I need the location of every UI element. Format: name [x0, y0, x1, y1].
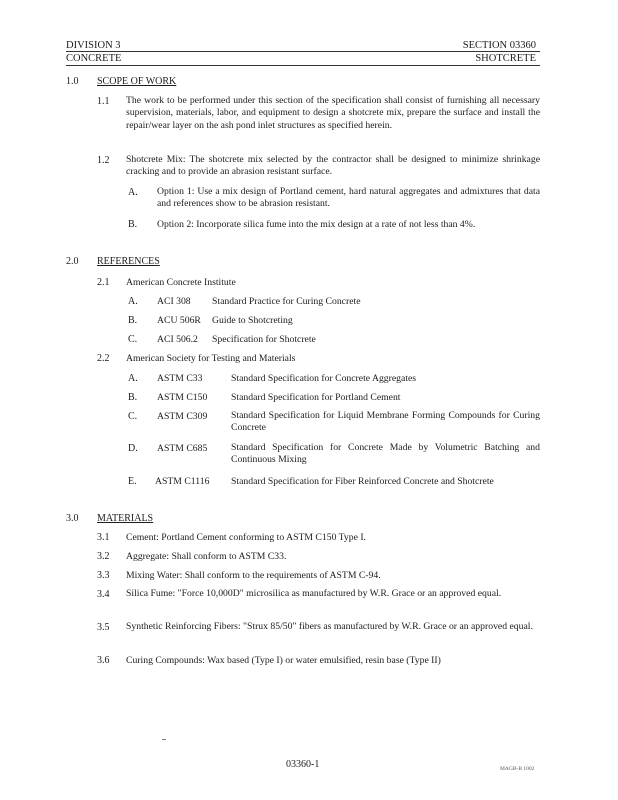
section-title-scope: SCOPE OF WORK: [97, 76, 177, 87]
material-text: Cement: Portland Cement conforming to ASTM C150 Type I.: [126, 532, 366, 543]
item-number: 3.2: [97, 551, 110, 562]
reference-desc: Standard Specification for Portland Cement: [231, 392, 401, 403]
reference-code: ASTM C33: [157, 373, 203, 384]
option-text: Option 1: Use a mix design of Portland cement, hard natural aggregates and admixtures that data and references show to be abrasion resistant.: [157, 186, 540, 210]
option-letter: A.: [128, 187, 138, 198]
reference-code: ASTM C309: [157, 411, 208, 422]
option-letter: B.: [128, 219, 138, 230]
reference-code: ACU 506R: [157, 315, 201, 326]
header-rule: [66, 51, 540, 52]
section-label: SECTION 03360: [462, 40, 536, 51]
scope-paragraph: The work to be performed under this section of the specification shall consist of furnishing all necessary supervision, materials, labor, and equipment to design a shotcrete mix, prepare the surface and install the repair/wear layer on the ash pond inlet structures as specified herein.: [126, 95, 540, 131]
reference-desc: Standard Specification for Liquid Membrane Forming Compounds for Curing Concrete: [231, 410, 540, 434]
reference-letter: C.: [128, 334, 138, 345]
reference-desc: Standard Specification for Concrete Aggregates: [231, 373, 417, 384]
reference-code: ASTM C685: [157, 443, 208, 454]
material-text: Aggregate: Shall conform to ASTM C33.: [126, 551, 287, 562]
section-number-references: 2.0: [66, 256, 79, 267]
reference-code: ACI 506.2: [157, 334, 198, 345]
item-number: 3.3: [97, 570, 110, 581]
section-number-scope: 1.0: [66, 76, 79, 87]
item-number: 1.1: [97, 96, 110, 107]
reference-letter: D.: [128, 443, 138, 454]
subject-right: SHOTCRETE: [475, 53, 536, 64]
reference-letter: A.: [128, 373, 138, 384]
scan-mark: [162, 739, 166, 740]
section-title-materials: MATERIALS: [97, 513, 154, 524]
material-text: Silica Fume: "Force 10,000D" microsilica as manufactured by W.R. Grace or an approved equal.: [126, 588, 502, 599]
item-number: 3.1: [97, 532, 110, 543]
material-text: Mixing Water: Shall conform to the requirements of ASTM C-94.: [126, 570, 381, 581]
reference-letter: A.: [128, 296, 138, 307]
document-stamp: MAGB-B 1002: [500, 766, 535, 772]
section-title-references: REFERENCES: [97, 256, 160, 267]
reference-letter: B.: [128, 315, 138, 326]
reference-group-title: American Society for Testing and Materials: [126, 353, 296, 364]
scope-paragraph: Shotcrete Mix: The shotcrete mix selected by the contractor shall be designed to minimize shrinkage cracking and to provide an abrasion resistant surface.: [126, 154, 540, 178]
section-number-materials: 3.0: [66, 513, 79, 524]
reference-letter: E.: [128, 476, 137, 487]
header-rule-bottom: [66, 65, 540, 66]
subject-left: CONCRETE: [66, 53, 122, 64]
material-text: Curing Compounds: Wax based (Type I) or water emulsified, resin base (Type II): [126, 655, 441, 666]
item-number: 2.1: [97, 277, 110, 288]
reference-group-title: American Concrete Institute: [126, 277, 236, 288]
reference-code: ASTM C1116: [155, 476, 210, 487]
item-number: 3.4: [97, 589, 110, 600]
reference-letter: C.: [128, 411, 138, 422]
item-number: 1.2: [97, 155, 110, 166]
division-label: DIVISION 3: [66, 40, 121, 51]
material-text: Synthetic Reinforcing Fibers: "Strux 85/50" fibers as manufactured by W.R. Grace or an approved equal.: [126, 621, 533, 632]
reference-desc: Standard Specification for Concrete Made by Volumetric Batching and Continuous Mixing: [231, 442, 540, 466]
reference-desc: Standard Practice for Curing Concrete: [212, 296, 361, 307]
reference-desc: Specification for Shotcrete: [212, 334, 316, 345]
reference-desc: Guide to Shotcreting: [212, 315, 293, 326]
reference-desc: Standard Specification for Fiber Reinforced Concrete and Shotcrete: [231, 476, 494, 487]
option-text: Option 2: Incorporate silica fume into the mix design at a rate of not less than 4%.: [157, 219, 476, 230]
item-number: 3.6: [97, 655, 110, 666]
item-number: 2.2: [97, 353, 110, 364]
page-number: 03360-1: [286, 759, 320, 770]
reference-letter: B.: [128, 392, 138, 403]
reference-code: ASTM C150: [157, 392, 208, 403]
reference-code: ACI 308: [157, 296, 191, 307]
item-number: 3.5: [97, 622, 110, 633]
